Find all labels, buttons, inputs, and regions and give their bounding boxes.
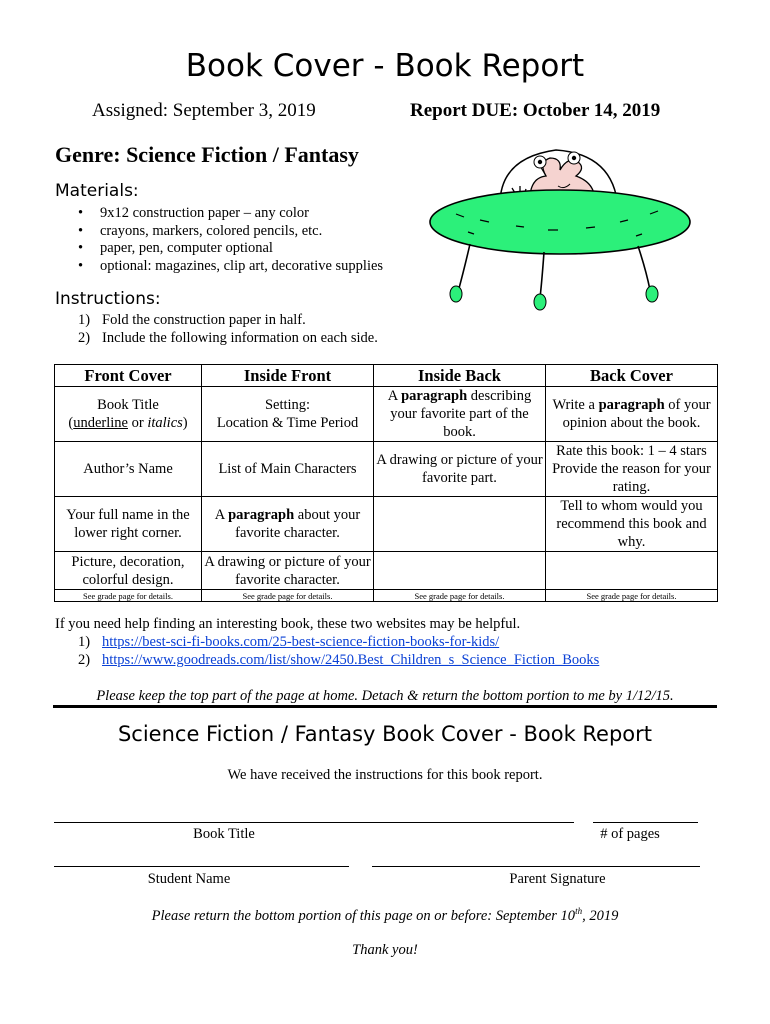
help-text: If you need help finding an interesting book, these two websites may be helpful. (55, 616, 521, 632)
keep-note: Please keep the top part of the page at home. Detach & return the bottom portion to me by 1/12/15. (96, 688, 674, 704)
received-statement: We have received the instructions for this book report. (227, 767, 543, 783)
column-header: Inside Back (374, 365, 546, 387)
grade-note: See grade page for details. (202, 590, 374, 602)
due-date: Report DUE: October 14, 2019 (410, 100, 661, 121)
detach-divider (53, 705, 717, 708)
report-table (54, 364, 718, 602)
parent-signature-label: Parent Signature (509, 871, 606, 887)
slip-title: Science Fiction / Fantasy Book Cover - Book Report (117, 722, 653, 746)
table-cell: A drawing or picture of your favorite part. (374, 442, 546, 497)
table-cell: Author’s Name (55, 442, 202, 497)
table-cell: Setting: Location & Time Period (202, 387, 374, 442)
table-cell: A drawing or picture of your favorite character. (202, 552, 374, 590)
pages-label: # of pages (600, 826, 660, 842)
column-header: Back Cover (546, 365, 718, 387)
grade-note: See grade page for details. (546, 590, 718, 602)
materials-list (78, 205, 383, 275)
table-cell: Write a paragraph of your opinion about the book. (546, 387, 718, 442)
student-name-label: Student Name (147, 871, 231, 887)
book-title-label: Book Title (193, 826, 255, 842)
table-cell: Your full name in the lower right corner. (55, 497, 202, 552)
return-note: Please return the bottom portion of this page on or before: September 10th, 2019 (151, 906, 619, 924)
table-cell: Picture, decoration, colorful design. (55, 552, 202, 590)
table-cell (546, 552, 718, 590)
parent-signature-line[interactable] (372, 866, 700, 867)
instructions-heading: Instructions: (55, 289, 161, 309)
pages-line[interactable] (593, 822, 698, 823)
table-cell: A paragraph describing your favorite part of the book. (374, 387, 546, 442)
table-cell: List of Main Characters (202, 442, 374, 497)
grade-note: See grade page for details. (374, 590, 546, 602)
table-cell (374, 552, 546, 590)
column-header: Front Cover (55, 365, 202, 387)
website-link-2[interactable]: 2) https://www.goodreads.com/list/show/2450.Best_Children_s_Science_Fiction_Books (78, 652, 600, 668)
alien-ufo-icon (428, 140, 696, 312)
column-header: Inside Front (202, 365, 374, 387)
genre-heading: Genre: Science Fiction / Fantasy (55, 142, 359, 167)
table-cell: Tell to whom would you recommend this book and why. (546, 497, 718, 552)
materials-item: • optional: magazines, clip art, decorative supplies (78, 258, 383, 276)
instruction-item: 2) Include the following information on each side. (78, 329, 378, 346)
table-cell: Book Title (underline or italics) (55, 387, 202, 442)
website-link-1[interactable]: 1) https://best-sci-fi-books.com/25-best-science-fiction-books-for-kids/ (78, 634, 500, 650)
materials-heading: Materials: (55, 181, 139, 201)
materials-item: • 9x12 construction paper – any color (78, 205, 383, 223)
table-cell (374, 497, 546, 552)
table-cell: A paragraph about your favorite character. (202, 497, 374, 552)
assigned-date: Assigned: September 3, 2019 (92, 100, 316, 121)
student-name-line[interactable] (54, 866, 349, 867)
book-title-line[interactable] (54, 822, 574, 823)
materials-item: • paper, pen, computer optional (78, 240, 383, 258)
thank-you: Thank you! (352, 942, 418, 958)
table-cell: Rate this book: 1 – 4 stars Provide the reason for your rating. (546, 442, 718, 497)
instruction-item: 1) Fold the construction paper in half. (78, 312, 306, 328)
grade-note: See grade page for details. (55, 590, 202, 602)
page-title: Book Cover - Book Report (185, 48, 585, 84)
materials-item: • crayons, markers, colored pencils, etc. (78, 223, 383, 241)
instructions-list (78, 312, 378, 347)
